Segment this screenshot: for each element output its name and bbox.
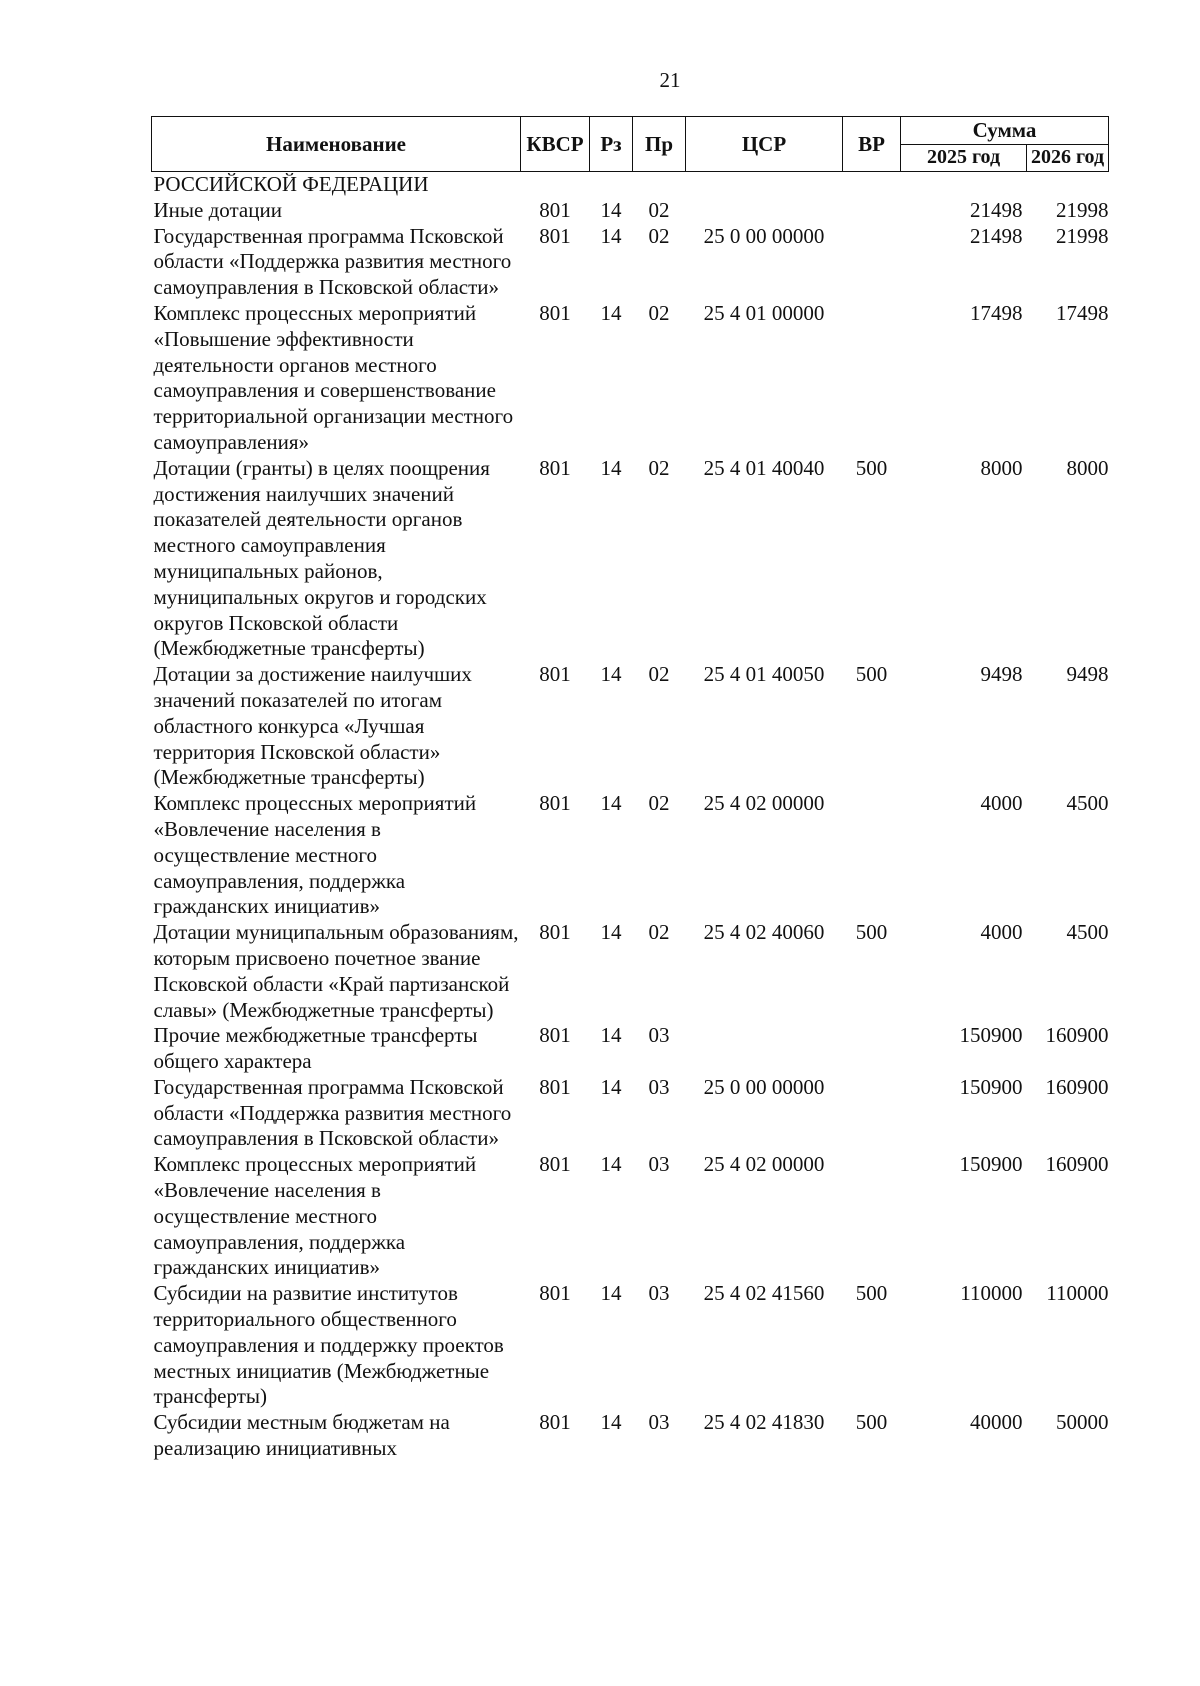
cell-sum-2026: 160900 bbox=[1045, 1152, 1109, 1177]
table-row bbox=[152, 1410, 1109, 1462]
cell-sum-2026: 160900 bbox=[1045, 1074, 1109, 1099]
cell-rz: 14 bbox=[600, 455, 622, 480]
table-row bbox=[152, 1281, 1109, 1410]
cell-sum-2025: 110000 bbox=[960, 1281, 1023, 1306]
table-row bbox=[152, 198, 1109, 224]
cell-pr: 03 bbox=[648, 1152, 670, 1177]
cell-csr bbox=[686, 198, 843, 224]
cell-sum-2025: 9498 bbox=[980, 662, 1023, 687]
header-kvsr: КВСР bbox=[521, 117, 590, 172]
table-row bbox=[152, 224, 1109, 301]
table-row bbox=[152, 1023, 1109, 1075]
cell-kvsr: 801 bbox=[539, 223, 571, 248]
cell-sum-2026: 110000 bbox=[1046, 1281, 1109, 1306]
cell-kvsr: 801 bbox=[539, 1023, 571, 1048]
cell-sum-2025: 21498 bbox=[970, 197, 1023, 222]
cell-sum-2026: 50000 bbox=[1056, 1410, 1109, 1435]
table-row bbox=[152, 1152, 1109, 1281]
table-row bbox=[152, 301, 1109, 456]
cell-rz: 14 bbox=[600, 662, 622, 687]
cell-pr: 02 bbox=[648, 662, 670, 687]
cell-sum-2025: 17498 bbox=[970, 300, 1023, 325]
cell-sum-2025: 40000 bbox=[970, 1410, 1023, 1435]
cell-pr: 02 bbox=[648, 300, 670, 325]
table-row bbox=[152, 791, 1109, 920]
header-sum: Сумма bbox=[901, 117, 1109, 145]
cell-vr bbox=[843, 1075, 901, 1152]
cell-rz: 14 bbox=[600, 1410, 622, 1435]
cell-rz: 14 bbox=[600, 300, 622, 325]
cell-kvsr: 801 bbox=[539, 1281, 571, 1306]
header-rz: Рз bbox=[590, 117, 633, 172]
cell-sum-2026: 8000 bbox=[1066, 455, 1109, 480]
cell-name: Дотации (гранты) в целях поощрения достижения наилучших значений показателей деятельности органов местного самоуправления муниципальных районов, муниципальных округов и городских округов Псковской области (Межбюджетные трансферты) bbox=[153, 455, 490, 661]
budget-table bbox=[151, 116, 1109, 1462]
cell-csr: 25 0 00 00000 bbox=[703, 1074, 825, 1099]
cell-sum-2026: 4500 bbox=[1066, 791, 1109, 816]
cell-vr bbox=[843, 301, 901, 456]
cell-kvsr: 801 bbox=[539, 1074, 571, 1099]
continuation-row bbox=[152, 172, 1109, 198]
cell-sum-2026: 9498 bbox=[1066, 662, 1109, 687]
cell-vr: 500 bbox=[855, 455, 888, 480]
cell-pr: 02 bbox=[648, 197, 670, 222]
cell-rz: 14 bbox=[600, 1281, 622, 1306]
cell-csr: 25 4 02 00000 bbox=[703, 791, 825, 816]
cell-vr: 500 bbox=[855, 662, 888, 687]
cell-sum-2026: 21998 bbox=[1056, 223, 1109, 248]
cell-sum-2025: 4000 bbox=[980, 920, 1023, 945]
cell-csr: 25 4 01 00000 bbox=[703, 300, 825, 325]
table-header bbox=[152, 117, 1109, 172]
cell-kvsr: 801 bbox=[539, 300, 571, 325]
page-number: 21 bbox=[659, 68, 681, 92]
cell-name: Комплекс процессных мероприятий «Вовлечение населения в осуществление местного самоуправления, поддержка гражданских инициатив» bbox=[153, 791, 477, 919]
cell-vr bbox=[843, 198, 901, 224]
cell-name: Комплекс процессных мероприятий «Повышение эффективности деятельности органов местного самоуправления и совершенствование территориальной организации местного самоуправления» bbox=[153, 300, 514, 454]
cell-pr: 02 bbox=[648, 791, 670, 816]
cell-rz: 14 bbox=[600, 1074, 622, 1099]
cell-csr: 25 4 02 41830 bbox=[703, 1410, 825, 1435]
cell-vr bbox=[843, 1023, 901, 1075]
cell-kvsr: 801 bbox=[539, 1410, 571, 1435]
cell-pr: 02 bbox=[648, 455, 670, 480]
header-year-2026: 2026 год bbox=[1027, 144, 1109, 172]
cell-name: Прочие межбюджетные трансферты общего характера bbox=[153, 1023, 478, 1074]
cell-sum-2025: 8000 bbox=[980, 455, 1023, 480]
cell-kvsr: 801 bbox=[539, 791, 571, 816]
cell-kvsr: 801 bbox=[539, 455, 571, 480]
cell-pr: 02 bbox=[648, 920, 670, 945]
cell-sum-2026: 160900 bbox=[1045, 1023, 1109, 1048]
cell-name: Субсидии местным бюджетам на реализацию инициативных bbox=[153, 1410, 450, 1461]
cell-rz: 14 bbox=[600, 920, 622, 945]
table-row bbox=[152, 920, 1109, 1023]
cell-vr: 500 bbox=[855, 1281, 888, 1306]
cell-rz: 14 bbox=[600, 1023, 622, 1048]
cell-vr: 500 bbox=[855, 920, 888, 945]
cell-name: Дотации за достижение наилучших значений показателей по итогам областного конкурса «Лучшая территория Псковской области» (Межбюджетные трансферты) bbox=[153, 662, 472, 790]
table-row bbox=[152, 662, 1109, 791]
cell-name: Иные дотации bbox=[153, 197, 282, 222]
cell-rz: 14 bbox=[600, 223, 622, 248]
cell-pr: 03 bbox=[648, 1074, 670, 1099]
header-csr: ЦСР bbox=[686, 117, 843, 172]
cell-rz: 14 bbox=[600, 197, 622, 222]
cell-sum-2025: 150900 bbox=[959, 1074, 1023, 1099]
header-vr: ВР bbox=[843, 117, 901, 172]
cell-vr bbox=[843, 224, 901, 301]
cell-csr: 25 4 02 00000 bbox=[703, 1152, 825, 1177]
cell-name: Субсидии на развитие институтов территориального общественного самоуправления и поддержку проектов местных инициатив (Межбюджетные трансферты) bbox=[153, 1281, 504, 1409]
cell-vr bbox=[843, 791, 901, 920]
cell-csr bbox=[686, 1023, 843, 1075]
cell-csr: 25 4 01 40040 bbox=[703, 455, 825, 480]
cell-name: Государственная программа Псковской области «Поддержка развития местного самоуправления в Псковской области» bbox=[153, 223, 512, 300]
cell-sum-2026: 4500 bbox=[1066, 920, 1109, 945]
cell-kvsr: 801 bbox=[539, 197, 571, 222]
cell-vr: 500 bbox=[855, 1410, 888, 1435]
cell-pr: 03 bbox=[648, 1023, 670, 1048]
cell-pr: 02 bbox=[648, 223, 670, 248]
cell-name: Государственная программа Псковской области «Поддержка развития местного самоуправления в Псковской области» bbox=[153, 1074, 512, 1151]
header-year-2025: 2025 год bbox=[901, 144, 1027, 172]
cell-sum-2025: 150900 bbox=[959, 1152, 1023, 1177]
table-row bbox=[152, 456, 1109, 662]
cell-kvsr: 801 bbox=[539, 920, 571, 945]
cell-rz: 14 bbox=[600, 791, 622, 816]
cell-pr: 03 bbox=[648, 1281, 670, 1306]
table-row bbox=[152, 1075, 1109, 1152]
cell-sum-2025: 150900 bbox=[959, 1023, 1023, 1048]
header-pr: Пр bbox=[633, 117, 686, 172]
cell-rz: 14 bbox=[600, 1152, 622, 1177]
cell-sum-2026: 17498 bbox=[1056, 300, 1109, 325]
cell-csr: 25 4 02 40060 bbox=[703, 920, 825, 945]
cell-csr: 25 0 00 00000 bbox=[703, 223, 825, 248]
continuation-text: РОССИЙСКОЙ ФЕДЕРАЦИИ bbox=[153, 172, 429, 196]
cell-vr bbox=[843, 1152, 901, 1281]
table-body bbox=[152, 172, 1109, 1462]
cell-sum-2026: 21998 bbox=[1056, 197, 1109, 222]
cell-kvsr: 801 bbox=[539, 1152, 571, 1177]
cell-pr: 03 bbox=[648, 1410, 670, 1435]
cell-kvsr: 801 bbox=[539, 662, 571, 687]
cell-sum-2025: 4000 bbox=[980, 791, 1023, 816]
cell-name: Дотации муниципальным образованиям, которым присвоено почетное звание Псковской области «Край партизанской славы» (Межбюджетные трансферты) bbox=[153, 920, 519, 1022]
cell-name: Комплекс процессных мероприятий «Вовлечение населения в осуществление местного самоуправления, поддержка гражданских инициатив» bbox=[153, 1152, 477, 1280]
cell-sum-2025: 21498 bbox=[970, 223, 1023, 248]
header-name: Наименование bbox=[152, 117, 521, 172]
cell-csr: 25 4 02 41560 bbox=[703, 1281, 825, 1306]
cell-csr: 25 4 01 40050 bbox=[703, 662, 825, 687]
